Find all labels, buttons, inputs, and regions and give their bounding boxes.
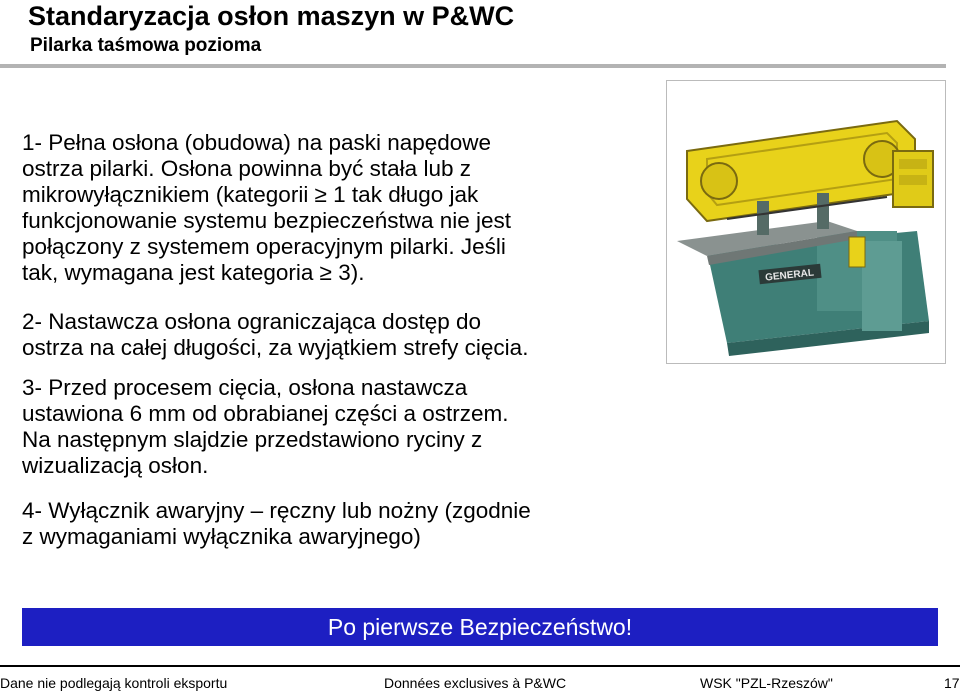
text-line: wizualizacją osłon. (22, 453, 209, 478)
banner-text: Po pierwsze Bezpieczeństwo! (327, 614, 633, 640)
paragraph-4 (22, 498, 662, 550)
slide-subtitle: Pilarka taśmowa pozioma (30, 35, 262, 56)
paragraph-1 (22, 130, 662, 286)
text-line: 2- Nastawcza osłona ograniczająca dostęp do (22, 309, 482, 334)
text-line: 4- Wyłącznik awaryjny – ręczny lub nożny (zgodnie (22, 498, 531, 523)
text-line: 1- Pełna osłona (obudowa) na paski napędowe (22, 130, 492, 155)
text-line: mikrowyłącznikiem (kategorii ≥ 1 tak długo jak (22, 182, 479, 207)
text-line: połączony z systemem operacyjnym pilarki. Jeśli (22, 234, 506, 259)
slide-title: Standaryzacja osłon maszyn w P&WC (28, 1, 515, 31)
text-line: 3- Przed procesem cięcia, osłona nastawcza (22, 375, 468, 400)
footer-export-note: Dane nie podlegają kontroli eksportu (0, 675, 228, 691)
paragraph-2 (22, 309, 662, 361)
text-line: z wymaganiami wyłącznika awaryjnego) (22, 524, 421, 549)
text-line: ostrza pilarki. Osłona powinna być stała lub z (22, 156, 471, 181)
brand-plate-text: GENERAL (764, 267, 815, 284)
footer-divider (0, 665, 960, 667)
page-number: 17 (944, 675, 960, 691)
bandsaw-photo (666, 80, 946, 364)
safety-banner (22, 608, 938, 646)
text-line: tak, wymagana jest kategoria ≥ 3). (22, 260, 365, 285)
footer-proprietary-note: Données exclusives à P&WC (384, 675, 567, 691)
text-line: funkcjonowanie systemu bezpieczeństwa nie jest (22, 208, 512, 233)
text-line: Na następnym slajdzie przedstawiono ryciny z (22, 427, 483, 452)
text-line: ustawiona 6 mm od obrabianej części a ostrzem. (22, 401, 509, 426)
header-divider (0, 64, 946, 68)
footer-company: WSK "PZL-Rzeszów" (700, 675, 833, 691)
paragraph-3 (22, 375, 662, 479)
bandsaw-illustration (667, 81, 945, 363)
text-line: ostrza na całej długości, za wyjątkiem strefy cięcia. (22, 335, 529, 360)
